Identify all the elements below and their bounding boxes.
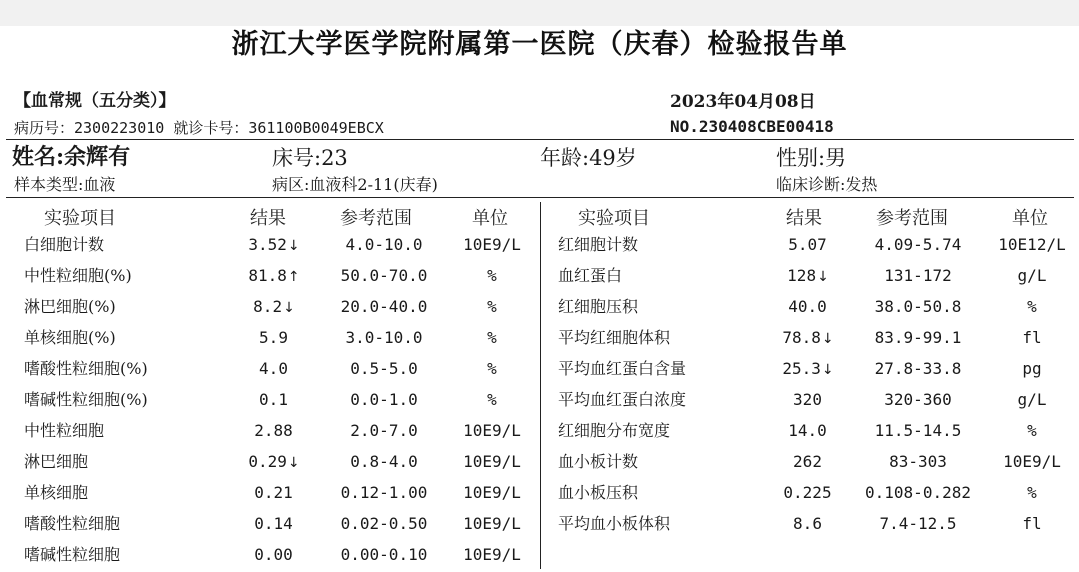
reference-range: 0.5-5.0 [350,359,418,378]
item-name: 嗜碱性粒细胞(%) [24,390,148,409]
unit: 10E12/L [998,235,1066,254]
result-value: 0.29 [248,452,287,471]
result-value: 320 [793,390,822,409]
result-value: 128 [787,266,817,285]
reference-range: 3.0-10.0 [345,328,423,347]
result-cell [234,539,314,572]
item-name: 淋巴细胞 [24,452,89,471]
table-row [0,291,1079,322]
unit: 10E9/L [463,452,521,471]
abnormal-flag: ↓ [817,269,829,285]
result-value: 40.0 [788,297,827,316]
unit: 10E9/L [463,483,521,502]
table-row [0,229,1079,260]
bed-number: 床号:23 [272,146,348,170]
item-name: 平均红细胞体积 [558,328,671,347]
patient-name: 姓名:余辉有 [12,144,131,170]
table-row [0,508,1079,539]
item-name: 平均血红蛋白含量 [558,359,687,378]
reference-range: 11.5-14.5 [874,421,962,440]
result-value: 0.00 [254,545,293,564]
result-cell [768,291,848,324]
result-cell [768,229,848,262]
result-value: 0.14 [254,514,293,533]
unit: 10E9/L [463,545,521,564]
result-cell [768,508,848,541]
result-value: 25.3 [782,359,821,378]
patient-sex: 性别:男 [776,146,847,170]
result-cell [768,353,848,386]
result-value: 8.6 [793,514,822,533]
header-result-right: 结果 [786,208,822,229]
report-date: 2023年04月08日 [670,92,816,112]
table-row [0,539,1079,570]
reference-range: 20.0-40.0 [340,297,428,316]
reference-range: 0.0-1.0 [350,390,418,409]
test-name: 【血常规（五分类）】 [14,91,176,111]
abnormal-flag: ↓ [821,362,834,378]
reference-range: 4.09-5.74 [874,235,962,254]
unit: fl [1022,514,1042,533]
header-range-left: 参考范围 [340,208,412,229]
table-row [0,384,1079,415]
unit: g/L [1017,390,1047,409]
result-value: 4.0 [259,359,288,378]
item-name: 中性粒细胞(%) [24,266,132,285]
table-row [0,415,1079,446]
reference-range: 50.0-70.0 [340,266,428,285]
record-line: 病历号：2300223010 就诊卡号：361100B0049EBCX [14,119,384,137]
reference-range: 320-360 [884,390,952,409]
report-number: NO.230408CBE00418 [670,117,834,136]
result-cell [768,260,848,293]
unit: pg [1022,359,1042,378]
reference-range: 83.9-99.1 [874,328,962,347]
reference-range: 131-172 [884,266,952,285]
reference-range: 0.108-0.282 [865,483,971,502]
result-cell [768,322,848,355]
sample-type: 样本类型:血液 [14,175,116,194]
unit: 10E9/L [463,514,521,533]
result-value: 262 [793,452,822,471]
result-value: 3.52 [248,235,287,254]
result-cell [768,415,848,448]
item-name: 平均血红蛋白浓度 [558,390,687,409]
result-value: 78.8 [782,328,821,347]
item-name: 平均血小板体积 [558,514,671,533]
item-name: 血小板压积 [558,483,639,502]
reference-range: 7.4-12.5 [879,514,957,533]
divider-header [6,197,1074,198]
divider-top [6,139,1074,140]
item-name: 中性粒细胞 [24,421,105,440]
item-name: 血小板计数 [558,452,639,471]
result-value: 2.88 [254,421,293,440]
clinical-diagnosis: 临床诊断:发热 [776,175,878,194]
table-row [0,322,1079,353]
unit: % [1027,421,1037,440]
reference-range: 0.12-1.00 [340,483,428,502]
reference-range: 83-303 [889,452,947,471]
unit: fl [1022,328,1042,347]
unit: % [487,359,497,378]
reference-range: 27.8-33.8 [874,359,962,378]
abnormal-flag: ↓ [287,238,300,254]
header-item-right: 实验项目 [578,208,650,229]
item-name: 嗜酸性粒细胞(%) [24,359,148,378]
result-cell [768,477,848,510]
result-value: 0.225 [783,483,832,502]
result-value: 8.2 [253,297,283,316]
unit: g/L [1017,266,1047,285]
ward: 病区:血液科2-11(庆春) [272,175,438,194]
reference-range: 0.8-4.0 [350,452,418,471]
result-cell [768,446,848,479]
table-row [0,477,1079,508]
unit: % [1027,483,1037,502]
result-value: 5.9 [259,328,288,347]
header-unit-right: 单位 [1012,208,1048,229]
result-value: 0.21 [254,483,293,502]
header-item-left: 实验项目 [44,208,116,229]
unit: % [1027,297,1037,316]
result-value: 0.1 [259,390,288,409]
item-name: 红细胞计数 [558,235,639,254]
abnormal-flag: ↓ [283,300,295,316]
reference-range: 38.0-50.8 [874,297,962,316]
unit: % [487,328,497,347]
table-row [0,260,1079,291]
header-range-right: 参考范围 [876,208,948,229]
item-name: 嗜碱性粒细胞 [24,545,121,564]
item-name: 血红蛋白 [558,266,623,285]
header-unit-left: 单位 [472,208,508,229]
abnormal-flag: ↓ [287,455,300,471]
item-name: 淋巴细胞(%) [24,297,116,316]
table-row [0,446,1079,477]
reference-range: 2.0-7.0 [350,421,418,440]
item-name: 白细胞计数 [24,235,105,254]
unit: 10E9/L [463,235,521,254]
unit: 10E9/L [1003,452,1061,471]
item-name: 单核细胞(%) [24,328,116,347]
unit: 10E9/L [463,421,521,440]
result-cell [768,384,848,417]
header-result-left: 结果 [250,208,286,229]
item-name: 单核细胞 [24,483,89,502]
item-name: 红细胞压积 [558,297,639,316]
unit: % [487,297,497,316]
result-value: 14.0 [788,421,827,440]
patient-age: 年龄:49岁 [540,146,637,170]
abnormal-flag: ↓ [821,331,834,347]
abnormal-flag: ↑ [287,269,300,285]
table-row [0,353,1079,384]
reference-range: 4.0-10.0 [345,235,423,254]
unit: % [487,266,497,285]
reference-range: 0.00-0.10 [340,545,428,564]
item-name: 红细胞分布宽度 [558,421,671,440]
report-title: 浙江大学医学院附属第一医院（庆春）检验报告单 [231,29,848,60]
reference-range: 0.02-0.50 [340,514,428,533]
item-name: 嗜酸性粒细胞 [24,514,121,533]
result-value: 5.07 [788,235,827,254]
unit: % [487,390,497,409]
result-value: 81.8 [248,266,287,285]
